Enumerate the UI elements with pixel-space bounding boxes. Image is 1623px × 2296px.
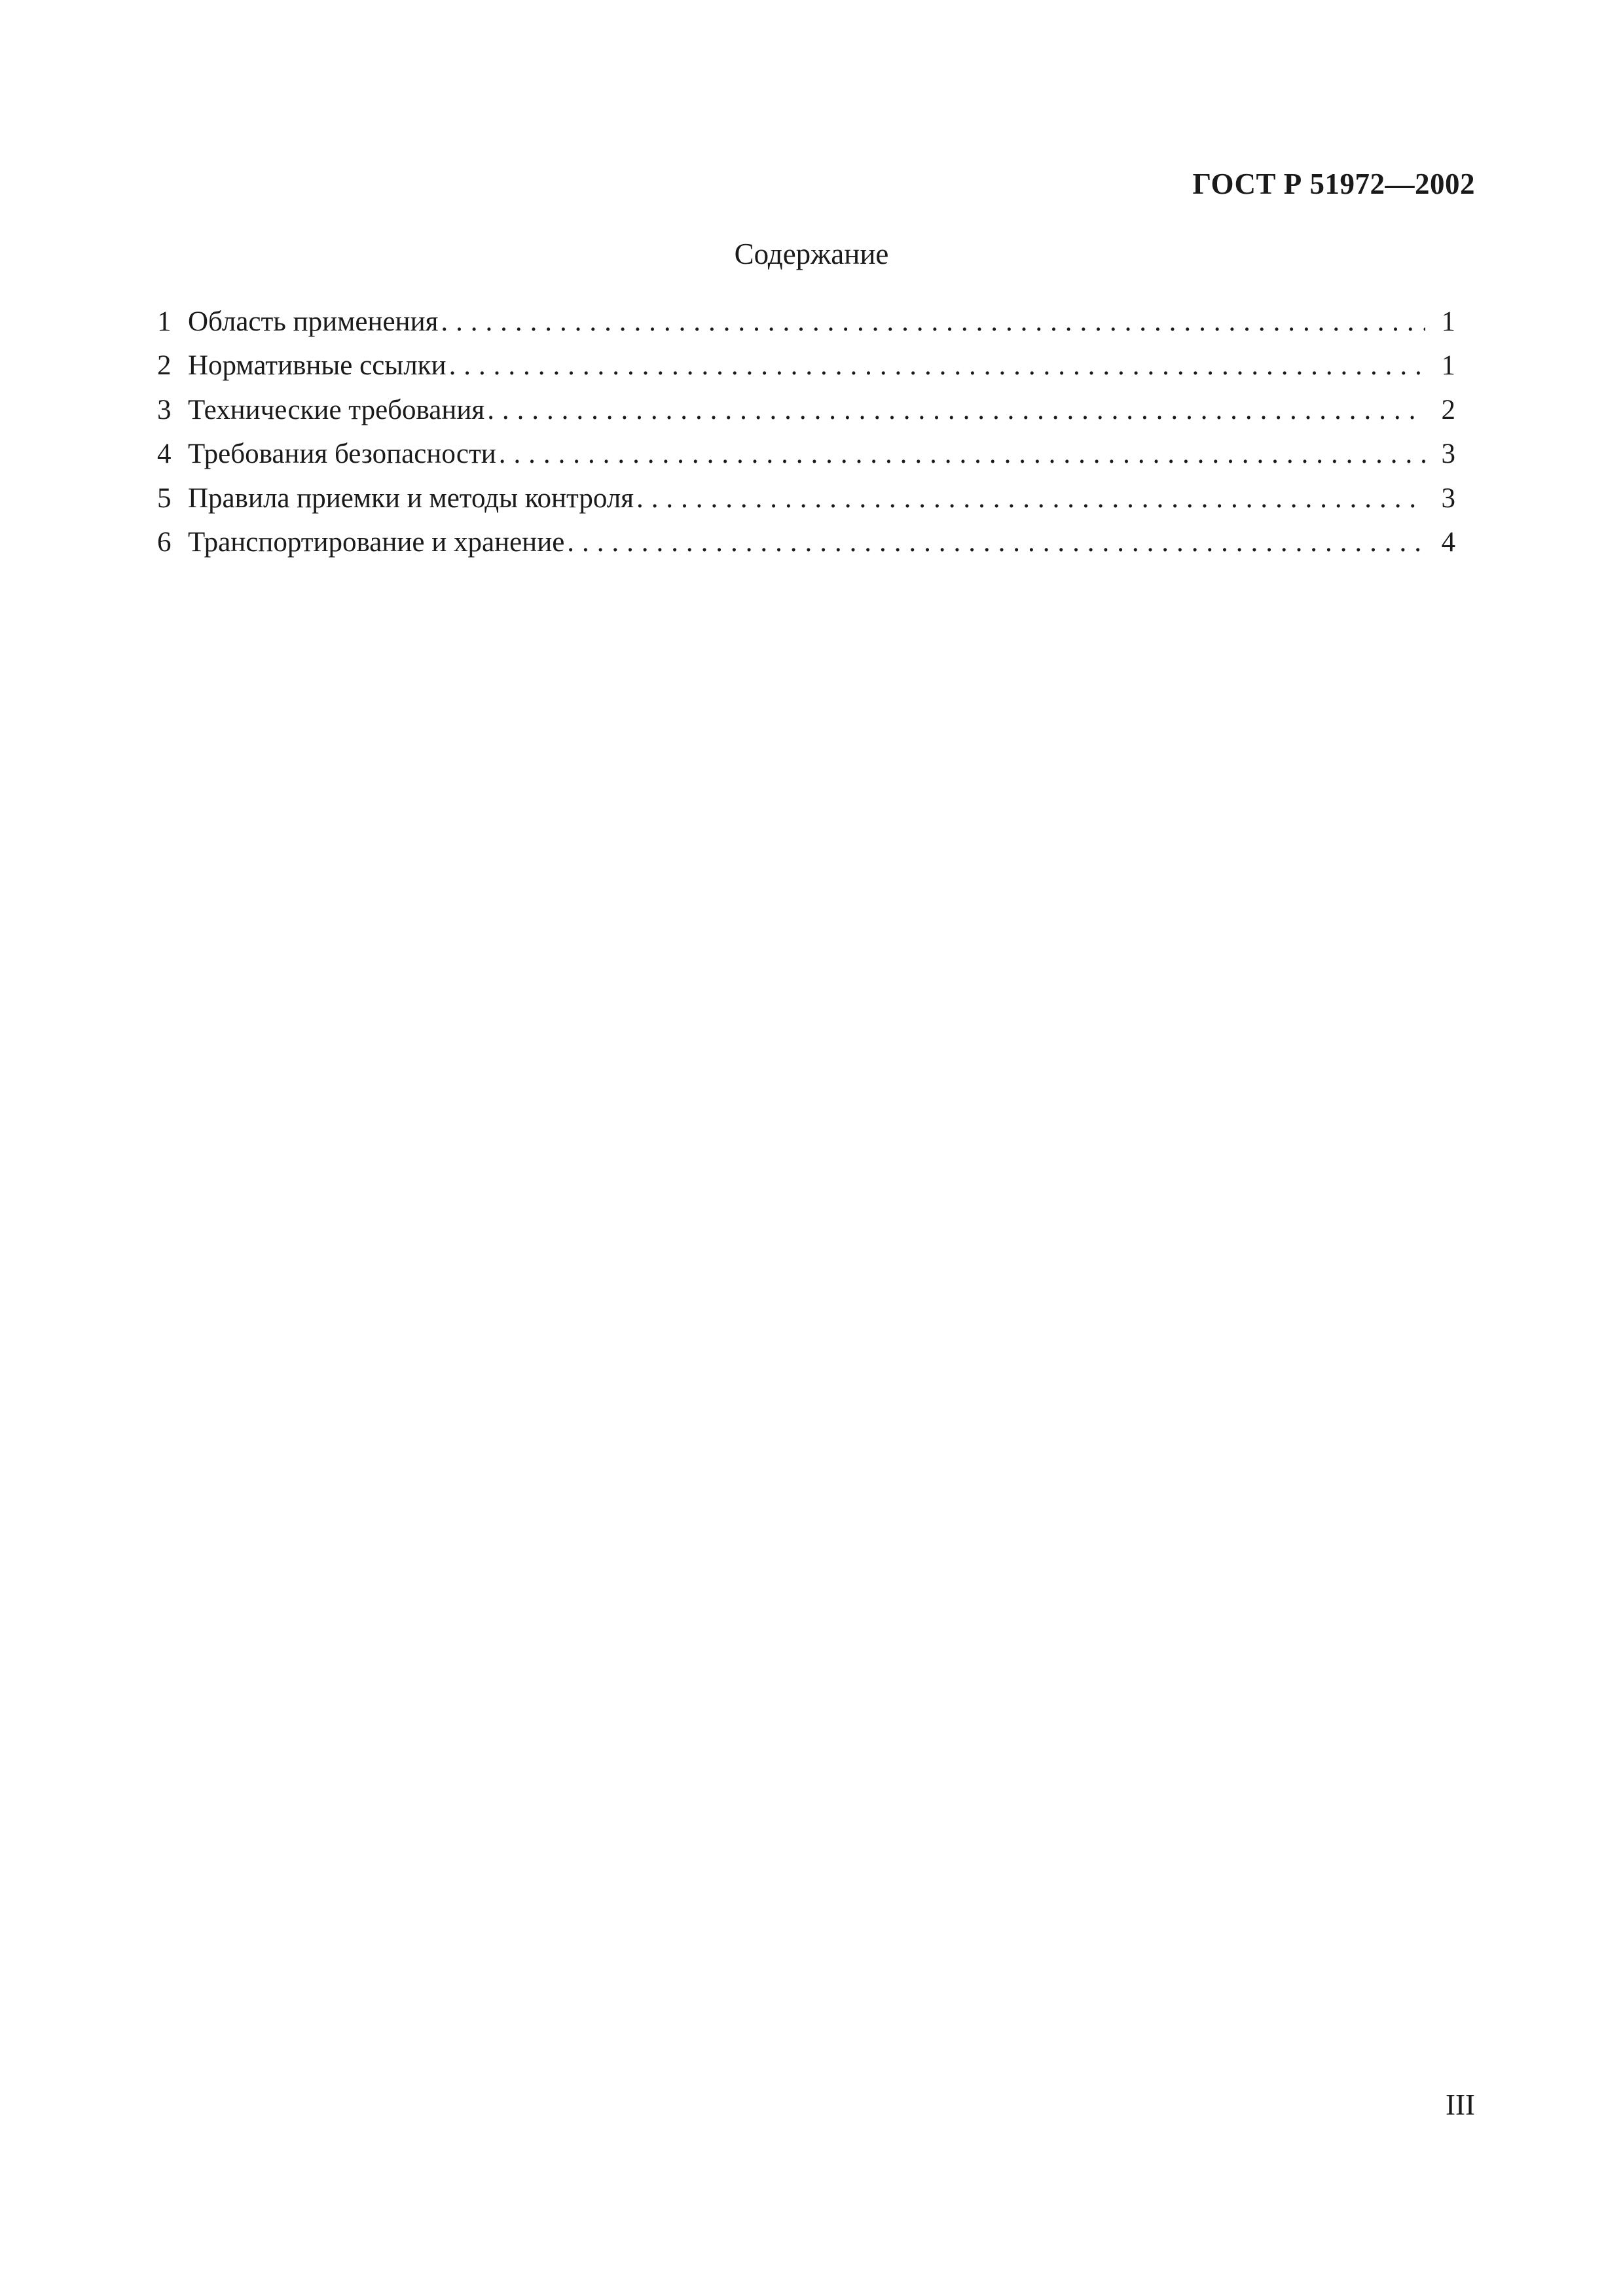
- toc-dot-leader: [441, 300, 1425, 344]
- document-code: ГОСТ Р 51972—2002: [1192, 168, 1475, 200]
- toc-dot-leader: [499, 432, 1425, 476]
- toc-entry[interactable]: [157, 300, 1455, 344]
- page-number: III: [1446, 2089, 1475, 2121]
- toc-entry[interactable]: [157, 476, 1455, 520]
- toc-dot-leader: [567, 520, 1425, 564]
- toc-entry-title: Нормативные ссылки: [188, 350, 447, 382]
- toc-entry-title: Технические требования: [188, 394, 485, 425]
- toc-entry-page: 1: [1441, 306, 1455, 337]
- toc-entry[interactable]: [157, 388, 1455, 432]
- toc-entry-page: 3: [1441, 482, 1455, 514]
- toc-entry[interactable]: [157, 520, 1455, 564]
- toc-entry-page: 4: [1441, 526, 1455, 558]
- toc-entry-number: 6: [157, 526, 172, 558]
- toc-entry-number: 5: [157, 482, 172, 514]
- toc-title: Содержание: [734, 238, 889, 270]
- toc-entry-number: 2: [157, 350, 172, 382]
- toc-entry[interactable]: [157, 344, 1455, 387]
- toc-entry-title: Требования безопасности: [188, 439, 496, 470]
- toc-entry-page: 3: [1441, 439, 1455, 470]
- toc-entry-title: Правила приемки и методы контроля: [188, 482, 634, 514]
- toc-entry-page: 1: [1441, 350, 1455, 382]
- table-of-contents: [157, 300, 1455, 564]
- toc-entry-title: Область применения: [188, 306, 439, 337]
- toc-dot-leader: [487, 388, 1425, 432]
- toc-entry-title: Транспортирование и хранение: [188, 526, 565, 558]
- toc-dot-leader: [449, 344, 1425, 387]
- toc-entry[interactable]: [157, 432, 1455, 476]
- toc-entry-number: 1: [157, 306, 172, 337]
- toc-dot-leader: [636, 476, 1425, 520]
- toc-entry-page: 2: [1441, 394, 1455, 425]
- toc-entry-number: 4: [157, 439, 172, 470]
- toc-entry-number: 3: [157, 394, 172, 425]
